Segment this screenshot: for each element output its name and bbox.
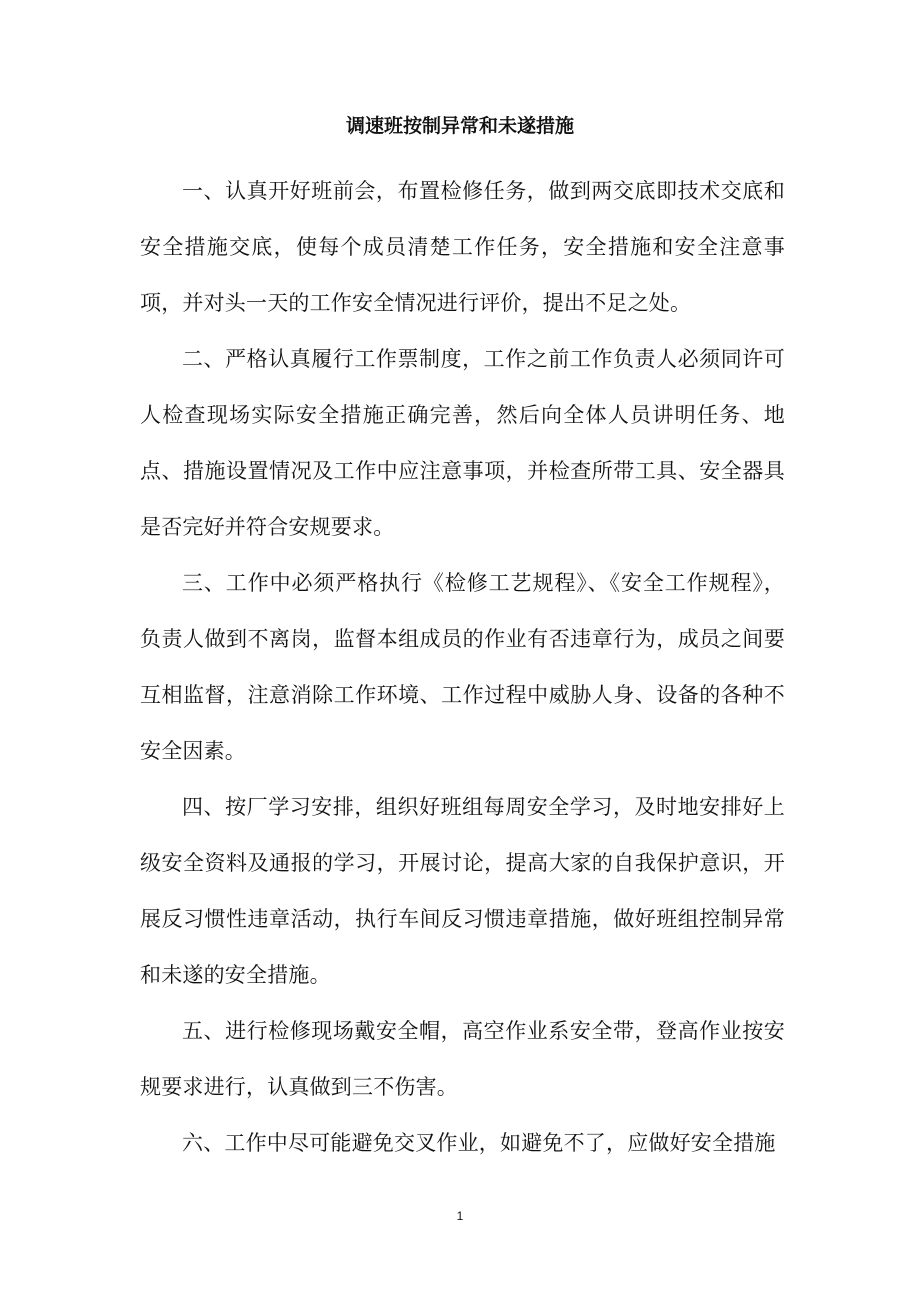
paragraph-1: 一、认真开好班前会，布置检修任务，做到两交底即技术交底和安全措施交底，使每个成员清楚工作任务，安全措施和安全注意事项，并对头一天的工作安全情况进行评价，提出不足之处。	[140, 179, 785, 315]
document-body	[140, 163, 785, 1171]
document-title: 调速班按制异常和未遂措施	[345, 115, 574, 137]
paragraph-6: 六、工作中尽可能避免交叉作业，如避免不了，应做好安全措施	[182, 1131, 776, 1155]
paragraph-2: 二、严格认真履行工作票制度，工作之前工作负责人必须同许可人检查现场实际安全措施正确完善，然后向全体人员讲明任务、地点、措施设置情况及工作中应注意事项，并检查所带工具、安全器具是否完好并符合安规要求。	[140, 347, 785, 539]
paragraph-4: 四、按厂学习安排，组织好班组每周安全学习，及时地安排好上级安全资料及通报的学习，开展讨论，提高大家的自我保护意识，开展反习惯性违章活动，执行车间反习惯违章措施，做好班组控制异常和未遂的安全措施。	[140, 795, 785, 987]
paragraph-5: 五、进行检修现场戴安全帽，高空作业系安全带，登高作业按安规要求进行，认真做到三不伤害。	[140, 1019, 785, 1099]
page-number: 1	[456, 1209, 464, 1223]
paragraph-3: 三、工作中必须严格执行《检修工艺规程》、《安全工作规程》，负责人做到不离岗，监督本组成员的作业有否违章行为，成员之间要互相监督，注意消除工作环境、工作过程中威胁人身、设备的各种不安全因素。	[140, 571, 785, 763]
